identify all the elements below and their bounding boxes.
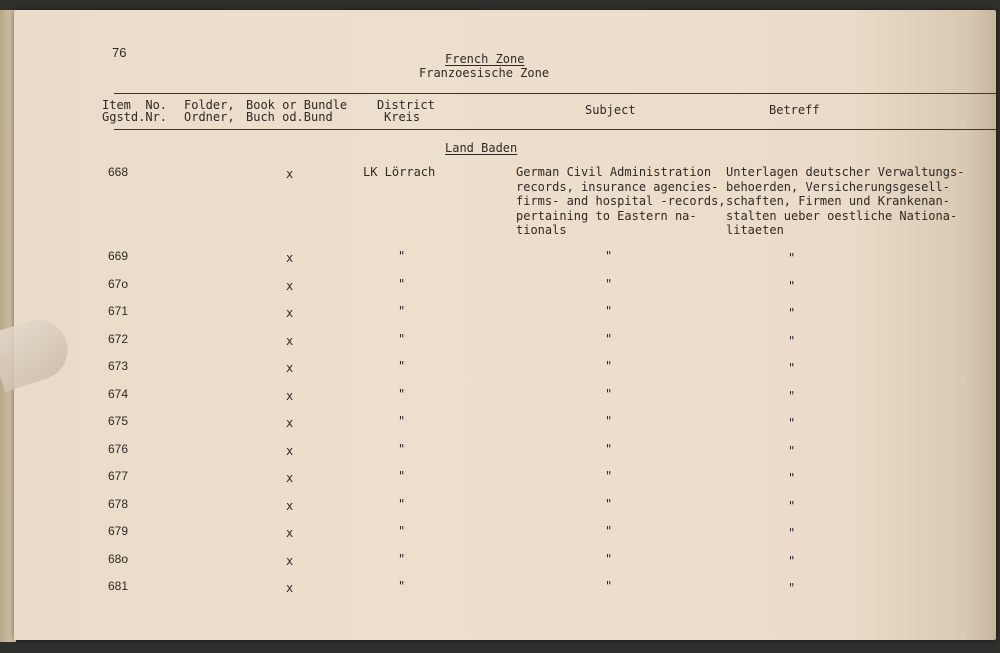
book-mark: x [286, 553, 294, 568]
subject-ditto: " [605, 469, 613, 483]
betreff-ditto: " [788, 251, 796, 265]
col-folder-de: Ordner, [184, 110, 235, 124]
col-book-en: Book or Bundle [246, 98, 348, 112]
betreff-line: schaften, Firmen und Krankenan- [726, 194, 950, 208]
book-mark: x [286, 471, 294, 485]
item-number: 673 [108, 359, 129, 373]
book-mark: x [286, 251, 294, 265]
betreff-ditto: " [788, 361, 796, 375]
book-mark: x [286, 306, 294, 320]
district-ditto: " [398, 331, 406, 346]
book-mark: x [286, 388, 294, 403]
district-cell: LK Lörrach [363, 165, 436, 179]
item-number: 679 [108, 524, 129, 538]
district-ditto: " [398, 414, 406, 428]
book-mark: x [286, 416, 294, 430]
subject-ditto: " [605, 276, 613, 291]
district-ditto: " [398, 496, 406, 511]
betreff-ditto: " [788, 471, 796, 485]
col-subject: Subject [585, 103, 636, 117]
betreff-ditto: " [788, 416, 796, 430]
subject-ditto: " [605, 496, 613, 511]
district-ditto: " [398, 359, 406, 373]
item-number: 668 [108, 165, 129, 179]
betreff-line: behoerden, Versicherungsgesell- [726, 179, 950, 194]
betreff-ditto: " [788, 443, 796, 458]
district-ditto: " [398, 579, 406, 593]
betreff-line: litaeten [726, 223, 784, 237]
header-top-rule [114, 93, 996, 94]
subject-line: firms- and hospital -records, [516, 194, 726, 208]
col-folder-en: Folder, [184, 98, 235, 112]
subject-ditto: " [605, 414, 613, 428]
item-number: 68o [108, 551, 129, 566]
subject-ditto: " [605, 579, 613, 593]
district-ditto: " [398, 551, 406, 566]
subject-line: pertaining to Eastern na- [516, 208, 697, 223]
item-number: 67o [108, 276, 129, 291]
subject-ditto: " [605, 249, 613, 263]
col-district-de: Kreis [384, 110, 421, 124]
book-mark: x [286, 361, 294, 375]
district-ditto: " [398, 304, 406, 318]
subject-line: records, insurance agencies- [516, 179, 719, 194]
district-ditto: " [398, 441, 406, 456]
district-ditto: " [398, 524, 406, 538]
district-ditto: " [398, 249, 406, 263]
betreff-ditto: " [788, 581, 796, 595]
book-mark: x [286, 278, 294, 293]
subject-ditto: " [605, 524, 613, 538]
betreff-ditto: " [788, 306, 796, 320]
book-mark: x [286, 581, 294, 595]
betreff-line: Unterlagen deutscher Verwaltungs- [726, 165, 965, 179]
col-item-en: Item No. [102, 98, 168, 112]
betreff-ditto: " [788, 388, 796, 403]
book-mark: x [286, 526, 294, 540]
subject-ditto: " [605, 441, 613, 456]
betreff-ditto: " [788, 553, 796, 568]
item-number: 672 [108, 331, 129, 346]
betreff-ditto: " [788, 526, 796, 540]
subject-ditto: " [605, 304, 613, 318]
item-number: 676 [108, 441, 129, 456]
book-mark: x [286, 443, 294, 458]
col-betreff: Betreff [769, 103, 820, 117]
betreff-ditto: " [788, 278, 796, 293]
book-mark: x [286, 167, 294, 181]
subject-ditto: " [605, 331, 613, 346]
subject-ditto: " [605, 386, 613, 401]
item-number: 681 [108, 579, 129, 593]
section-heading: Land Baden [445, 141, 518, 155]
betreff-ditto: " [788, 333, 796, 348]
district-ditto: " [398, 469, 406, 483]
betreff-ditto: " [788, 498, 796, 513]
zone-title-de: Franzoesische Zone [419, 66, 550, 80]
district-ditto: " [398, 386, 406, 401]
betreff-line: stalten ueber oestliche Nationa- [726, 208, 958, 223]
zone-title-en: French Zone [445, 52, 525, 66]
item-number: 674 [108, 386, 129, 401]
book-mark: x [286, 333, 294, 348]
item-number: 671 [108, 304, 129, 318]
item-number: 677 [108, 469, 129, 483]
col-item-de: Ggstd.Nr. [102, 110, 168, 124]
col-district-en: District [377, 98, 435, 112]
item-number: 675 [108, 414, 129, 428]
item-number: 678 [108, 496, 129, 511]
subject-line: tionals [516, 223, 567, 237]
col-book-de: Buch od.Bund [246, 110, 333, 124]
subject-line: German Civil Administration [516, 165, 712, 179]
subject-ditto: " [605, 359, 613, 373]
book-mark: x [286, 498, 294, 513]
document-page [14, 10, 996, 640]
item-number: 669 [108, 249, 129, 263]
subject-ditto: " [605, 551, 613, 566]
district-ditto: " [398, 276, 406, 291]
header-bottom-rule [114, 129, 996, 130]
page-number: 76 [112, 45, 127, 60]
